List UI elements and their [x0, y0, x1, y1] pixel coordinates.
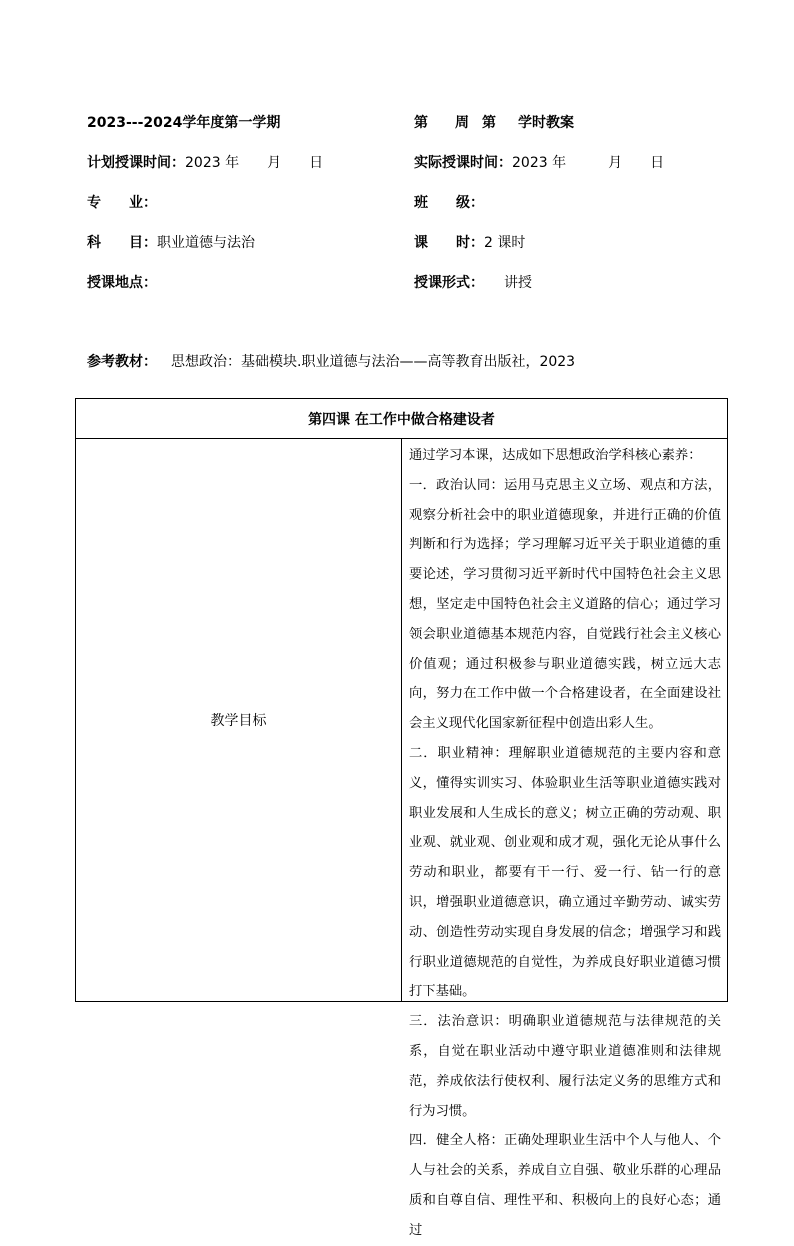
location-label: 授课地点： [87, 275, 157, 291]
planned-time [87, 154, 323, 172]
lesson-title: 第四课 在工作中做合格建设者 [76, 399, 728, 439]
goal-paragraph: 四．健全人格：正确处理职业生活中个人与他人、个人与社会的关系，养成自立自强、敬业乐群的心理品质和自尊自信、理性平和、积极向上的良好心态；通过 [409, 1133, 721, 1238]
teaching-goals-row [76, 439, 728, 1002]
goal-paragraph: 二．职业精神：理解职业道德规范的主要内容和意义，懂得实训实习、体验职业生活等职业道德实践对职业发展和人生成长的意义；树立正确的劳动观、职业观、就业观、创业观和成才观，强化无论从事什么劳动和职业，都要有干一行、爱一行、钻一行的意识，增强职业道德意识，确立通过辛勤劳动、诚实劳动、创造性劳动实现自身发展的信念；增强学习和践行职业道德规范的自觉性，为养成良好职业道德习惯打下基础。 [409, 745, 721, 1000]
week-label-1: 第 [414, 115, 428, 131]
actual-time [414, 154, 664, 172]
goal-paragraph: 三．法治意识：明确职业道德规范与法律规范的关系，自觉在职业活动中遵守职业道德准则和法律规范，养成依法行使权利、履行法定义务的思维方式和行为习惯。 [409, 1014, 721, 1119]
goal-paragraph: 一．政治认同：运用马克思主义立场、观点和方法，观察分析社会中的职业道德现象，并进行正确的价值判断和行为选择；学习理解习近平关于职业道德的重要论述，学习贯彻习近平新时代中国特色社会主义思想，坚定走中国特色社会主义道路的信心；通过学习领会职业道德基本规范内容，自觉践行社会主义核心价值观；通过积极参与职业道德实践，树立远大志向，努力在工作中做一个合格建设者，在全面建设社会主义现代化国家新征程中创造出彩人生。 [409, 477, 721, 732]
planned-time-value: 2023 年 月 日 [185, 155, 324, 171]
form-value: 讲授 [504, 275, 532, 291]
goal-paragraph: 通过学习本课，达成如下思想政治学科核心素养： [409, 448, 702, 463]
subject-value: 职业道德与法治 [157, 235, 255, 251]
actual-time-label: 实际授课时间： [414, 155, 512, 171]
class-label: 班 级： [414, 195, 484, 211]
subject [87, 234, 255, 252]
teaching-goals-label: 教学目标 [76, 439, 402, 1002]
hours-value: 2 课时 [484, 235, 526, 251]
reference-label: 参考教材： [87, 354, 157, 370]
week-period-title [414, 114, 574, 132]
planned-time-label: 计划授课时间： [87, 155, 185, 171]
form-label: 授课形式： [414, 275, 484, 291]
hours [414, 234, 525, 252]
week-label-2: 周 [455, 115, 469, 131]
subject-label: 科 目： [87, 235, 157, 251]
week-label-4: 学时教案 [518, 115, 574, 131]
table-title-row [76, 399, 728, 439]
actual-time-value: 2023 年 月 日 [512, 155, 665, 171]
reference-value: 思想政治：基础模块.职业道德与法治——高等教育出版社，2023 [171, 354, 576, 370]
teaching-form [414, 274, 532, 292]
major-label: 专 业： [87, 195, 157, 211]
teaching-goals-cell [402, 439, 728, 1238]
week-label-3: 第 [482, 115, 496, 131]
reference-material [87, 353, 575, 371]
hours-label: 课 时： [414, 235, 484, 251]
lesson-table [75, 398, 728, 1238]
teaching-goals-content [402, 439, 727, 1238]
semester-title: 2023---2024学年度第一学期 [87, 115, 281, 131]
